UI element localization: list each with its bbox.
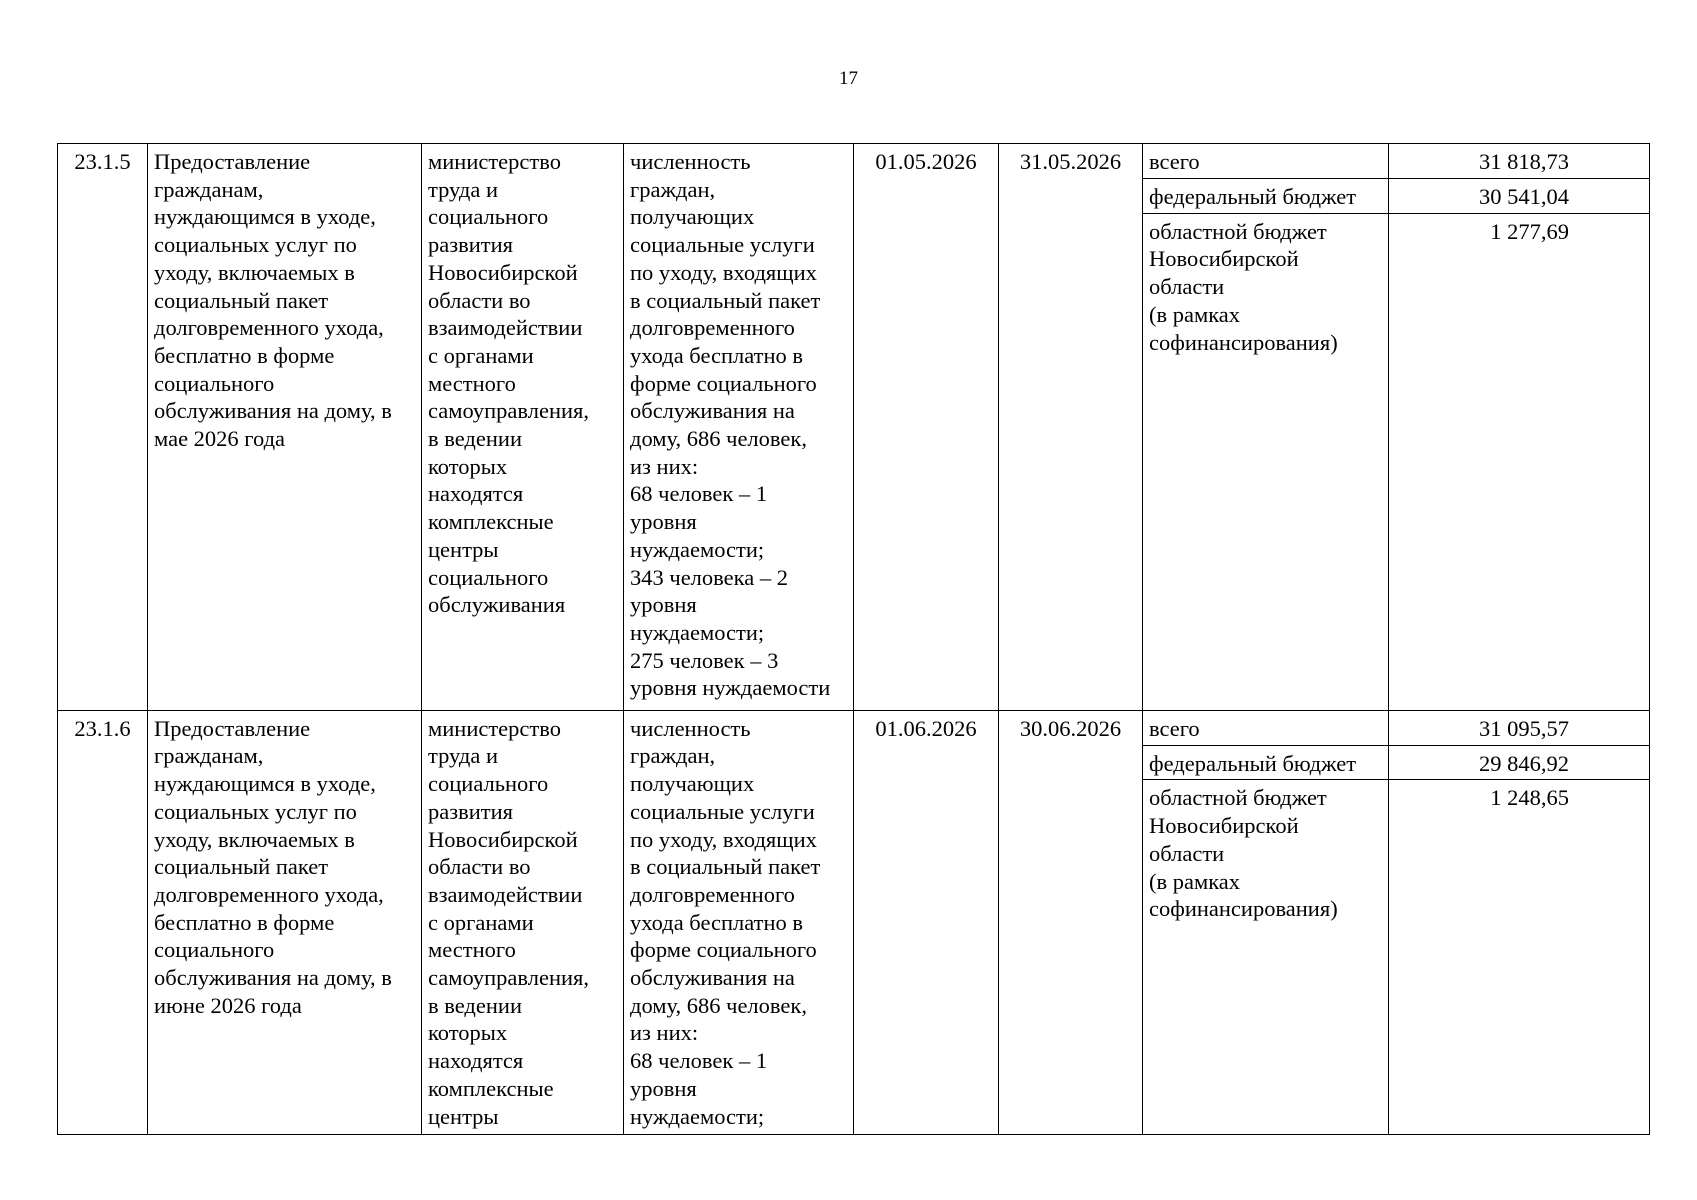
funding-amount: 31 095,57	[1389, 710, 1650, 745]
table-row	[58, 710, 1650, 745]
funding-source: всего	[1143, 710, 1389, 745]
activity-table	[57, 143, 1650, 1135]
funding-source: федеральный бюджет	[1143, 179, 1389, 214]
funding-source: областной бюджет Новосибирской области (в рамках софинансирования)	[1143, 780, 1389, 1135]
funding-amount: 31 818,73	[1389, 144, 1650, 179]
table-row	[58, 144, 1650, 179]
event-description: Предоставление гражданам, нуждающимся в уходе, социальных услуг по уходу, включаемых в социальный пакет долговременного ухода, бесплатно в форме социального обслуживания на дому, в мае 2026 года	[148, 144, 422, 711]
funding-source: областной бюджет Новосибирской области (в рамках софинансирования)	[1143, 213, 1389, 710]
funding-amount: 29 846,92	[1389, 745, 1650, 780]
executor: министерство труда и социального развития Новосибирской области во взаимодействии с органами местного самоуправления, в ведении которых находятся комплексные центры	[422, 710, 624, 1135]
start-date: 01.05.2026	[854, 144, 999, 711]
page-number: 17	[839, 68, 858, 89]
item-number: 23.1.6	[58, 710, 148, 1135]
item-number: 23.1.5	[58, 144, 148, 711]
event-description: Предоставление гражданам, нуждающимся в уходе, социальных услуг по уходу, включаемых в социальный пакет долговременного ухода, бесплатно в форме социального обслуживания на дому, в июне 2026 года	[148, 710, 422, 1135]
funding-amount: 30 541,04	[1389, 179, 1650, 214]
indicator: численность граждан, получающих социальные услуги по уходу, входящих в социальный пакет долговременного ухода бесплатно в форме социального обслуживания на дому, 686 человек, из них: 68 человек – 1 уровня нуждаемости; 343 человека – 2 уровня нуждаемости; 275 человек – 3 уровня нуждаемости	[624, 144, 854, 711]
funding-source: федеральный бюджет	[1143, 745, 1389, 780]
executor: министерство труда и социального развития Новосибирской области во взаимодействии с органами местного самоуправления, в ведении которых находятся комплексные центры социального обслуживания	[422, 144, 624, 711]
indicator: численность граждан, получающих социальные услуги по уходу, входящих в социальный пакет долговременного ухода бесплатно в форме социального обслуживания на дому, 686 человек, из них: 68 человек – 1 уровня нуждаемости;	[624, 710, 854, 1135]
funding-amount: 1 277,69	[1389, 213, 1650, 710]
end-date: 30.06.2026	[999, 710, 1143, 1135]
end-date: 31.05.2026	[999, 144, 1143, 711]
start-date: 01.06.2026	[854, 710, 999, 1135]
funding-source: всего	[1143, 144, 1389, 179]
funding-amount: 1 248,65	[1389, 780, 1650, 1135]
